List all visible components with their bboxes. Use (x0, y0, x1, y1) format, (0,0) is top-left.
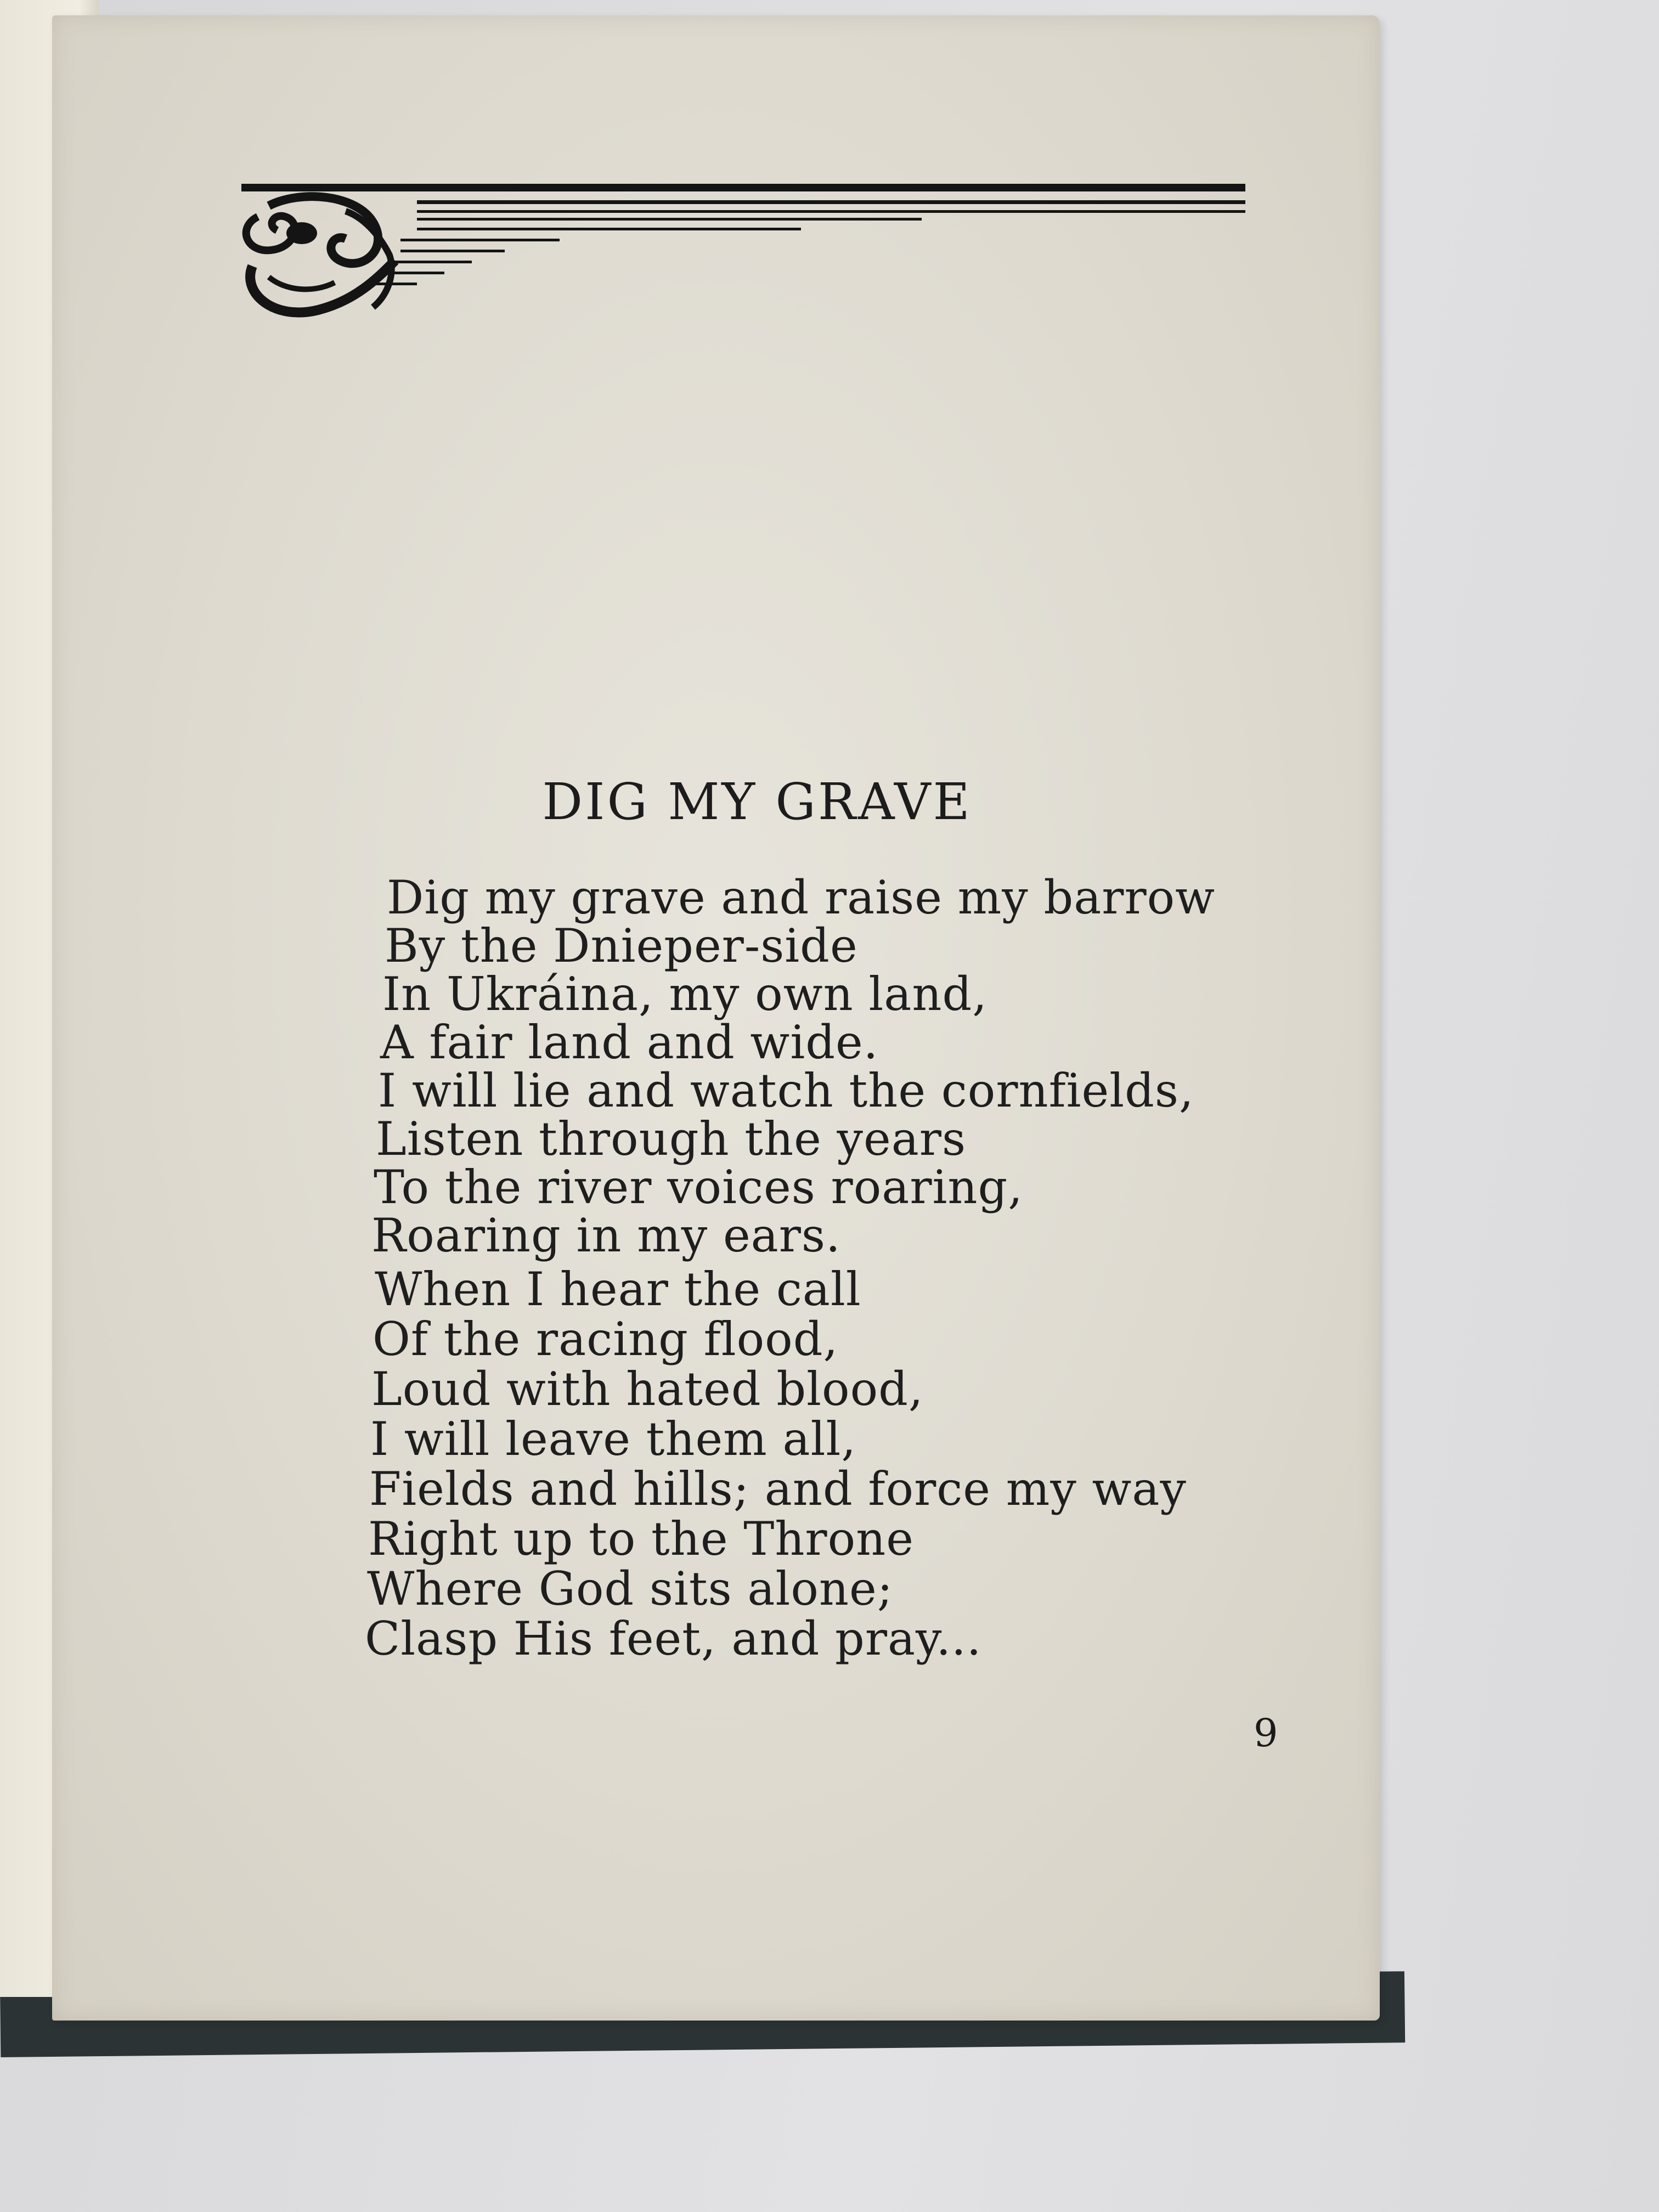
poem-line: I will leave them all, (370, 1412, 857, 1466)
poem-title: DIG MY GRAVE (542, 772, 972, 831)
poem-line: Clasp His feet, and pray... (365, 1612, 982, 1666)
poem-line: To the river voices roaring, (374, 1160, 1023, 1214)
stanza-2 (365, 1262, 1187, 1666)
page-number: 9 (1254, 1711, 1278, 1756)
poem-line: I will lie and watch the cornfields, (378, 1064, 1194, 1118)
poem-line: Listen through the years (376, 1112, 967, 1166)
poem-line: When I hear the call (375, 1262, 861, 1316)
poem-line: Right up to the Throne (368, 1512, 914, 1566)
poem-line: Dig my grave and raise my barrow (387, 871, 1216, 924)
poem-line: Where God sits alone; (367, 1562, 894, 1616)
poem-line: In Ukráina, my own land, (382, 967, 988, 1021)
poem-line: Of the racing flood, (373, 1312, 839, 1366)
poem-line: Fields and hills; and force my way (369, 1462, 1187, 1516)
stanza-1 (365, 873, 1215, 1260)
poem-line: Loud with hated blood, (371, 1362, 924, 1416)
poem-line: A fair land and wide. (380, 1015, 879, 1069)
floral-corner-ornament-icon (236, 178, 1251, 343)
poem-line: By the Dnieper-side (385, 919, 858, 973)
poem-line: Roaring in my ears. (371, 1209, 841, 1262)
